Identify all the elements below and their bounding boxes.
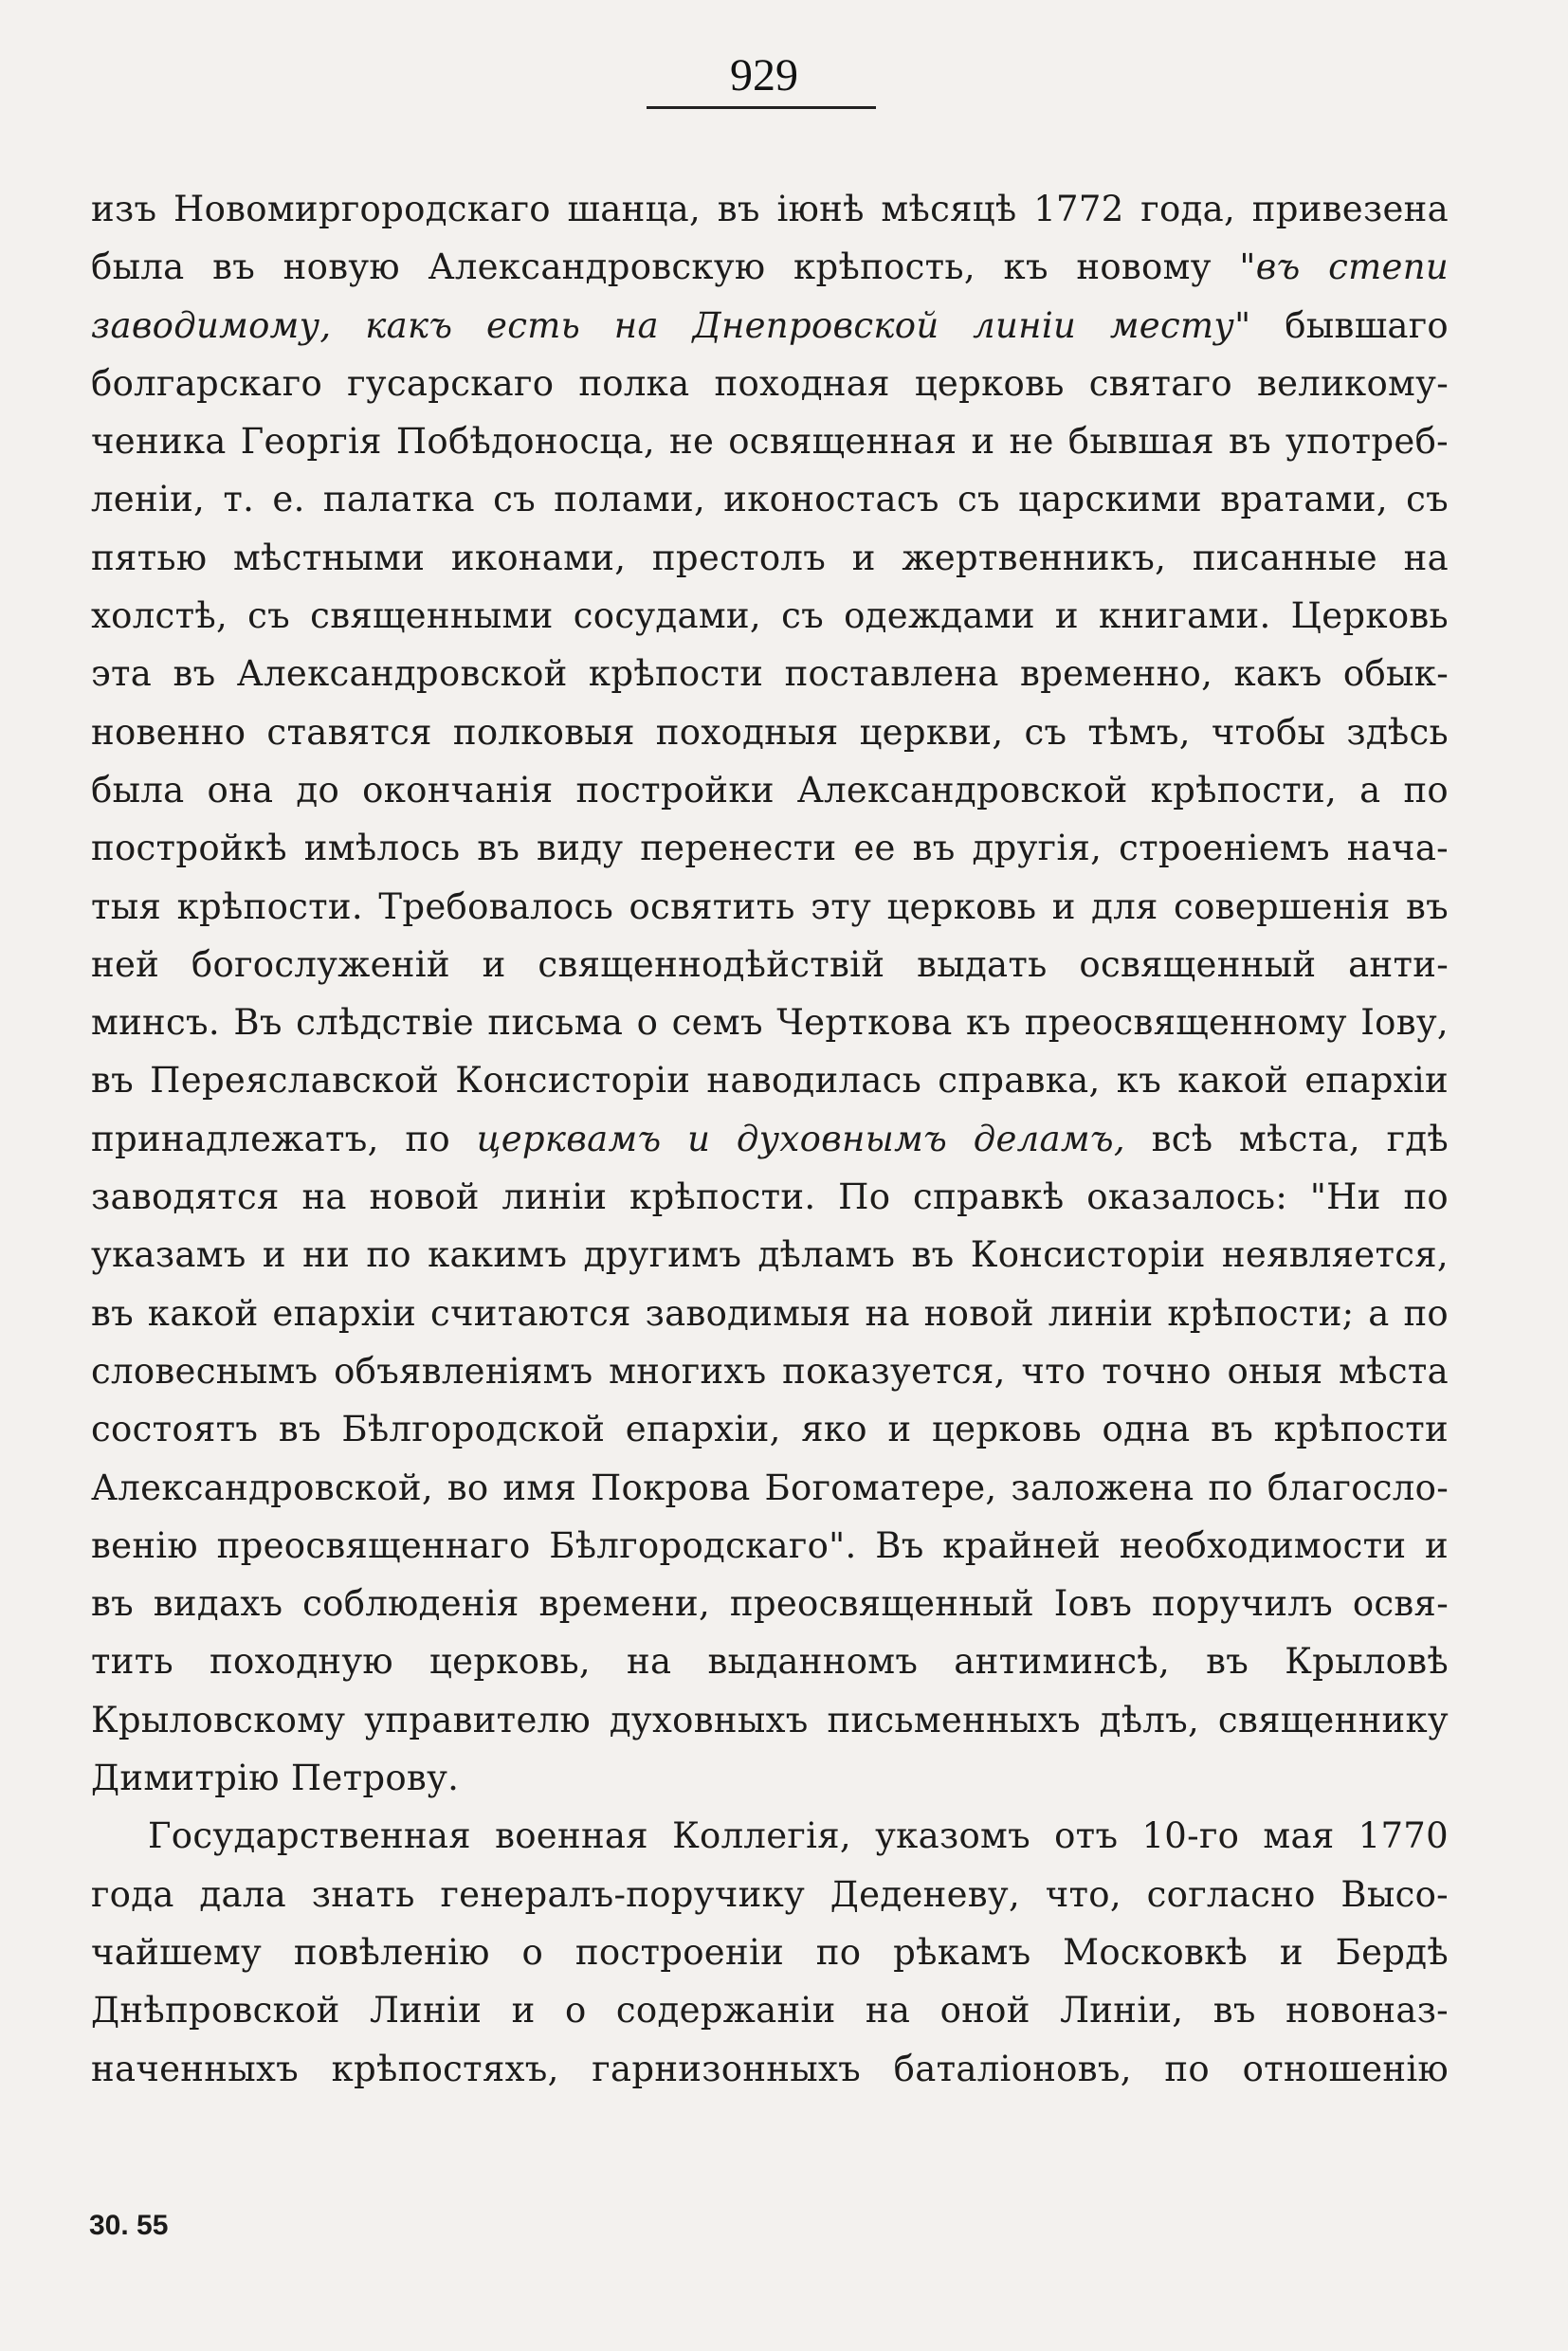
text-line: леніи, т. е. палатка съ полами, иконостасъ съ царскими вратами, съ [91,479,1449,520]
text-line: эта въ Александровской крѣпости поставлена временно, какъ обык- [91,653,1449,695]
body-text [91,180,1449,2098]
text-line: указамъ и ни по какимъ другимъ дѣламъ въ Консисторіи неявляется, [91,1234,1449,1276]
text-line: Крыловскому управителю духовныхъ письменныхъ дѣлъ, священнику [91,1699,1449,1740]
text-line: Днѣпровской Линіи и о содержаніи на оной Линіи, въ новоназ- [91,1990,1449,2032]
text-line: холстѣ, съ священными сосудами, съ одеждами и книгами. Церковь [91,595,1449,637]
text-line: въ какой епархіи считаются заводимыя на новой линіи крѣпости; а по [91,1292,1449,1334]
text-line: тить походную церковь, на выданномъ антиминсѣ, въ Крыловѣ [91,1641,1449,1683]
text-line: Александровской, во имя Покрова Богоматере, заложена по благосло- [91,1467,1449,1508]
text-line: Димитрію Петрову. [91,1758,460,1799]
text-line: ней богослуженій и священнодѣйствій выдать освященный анти- [91,943,1449,985]
text-line: тыя крѣпости. Требовалось освятить эту церковь и для совершенія въ [91,885,1449,927]
text-line: изъ Новомиргородскаго шанца, въ іюнѣ мѣсяцѣ 1772 года, привезена [91,189,1449,229]
text-line [91,238,1449,296]
text-line: болгарскаго гусарскаго полка походная церковь святаго великому- [91,362,1449,404]
text-line: ченика Георгія Побѣдоносца, не освященная и не бывшая въ употреб- [91,421,1449,463]
text-line: Государственная военная Коллегія, указомъ отъ 10-го мая 1770 [148,1815,1449,1857]
text-line: заводятся на новой линіи крѣпости. По справкѣ оказалось: "Ни по [91,1176,1449,1218]
text-line: состоятъ въ Бѣлгородской епархіи, яко и церковь одна въ крѣпости [91,1409,1449,1450]
text-segment: бывшаго [1285,304,1449,346]
text-line: года дала знать генералъ-поручику Деденеву, что, согласно Высо- [91,1873,1449,1915]
text-line: наченныхъ крѣпостяхъ, гарнизонныхъ баталіоновъ, по отношенію [91,2048,1449,2089]
text-line: венію преосвященнаго Бѣлгородскаго". Въ крайней необходимости и [91,1524,1449,1566]
page-number: 929 [730,50,798,100]
text-line: новенно ставятся полковыя походныя церкви, съ тѣмъ, чтобы здѣсь [91,711,1449,753]
italic-quote: заводимому, какъ есть на Днепровской линіи месту" [91,304,1251,346]
text-segment: всѣ мѣста, гдѣ [1151,1118,1449,1159]
italic-quote: "въ степи [1239,246,1449,288]
text-line: постройкѣ имѣлось въ виду перенести ее въ другія, строеніемъ нача- [91,828,1449,869]
text-line: въ видахъ соблюденія времени, преосвященный Іовъ поручилъ освя- [91,1583,1449,1625]
text-segment: принадлежатъ, по [91,1118,450,1159]
text-line: минсъ. Въ слѣдствіе письма о семъ Черткова къ преосвященному Іову, [91,1002,1449,1044]
text-line: чайшему повѣленію о построеніи по рѣкамъ Московкѣ и Бердѣ [91,1931,1449,1973]
text-line [91,297,1449,355]
text-line: пятью мѣстными иконами, престолъ и жертвенникъ, писанные на [91,537,1449,578]
page-number-rule [647,106,876,109]
italic-phrase: церквамъ и духовнымъ деламъ, [476,1118,1125,1159]
text-line [91,1110,1449,1168]
text-line: въ Переяславской Консисторіи наводилась справка, къ какой епархіи [91,1060,1449,1102]
printer-signature: 30. 55 [89,2210,169,2241]
text-line: словеснымъ объявленіямъ многихъ показуется, что точно оныя мѣста [91,1350,1449,1392]
text-segment: была въ новую Александровскую крѣпость, къ новому [91,246,1212,288]
text-line: была она до окончанія постройки Александровской крѣпости, а по [91,769,1449,811]
